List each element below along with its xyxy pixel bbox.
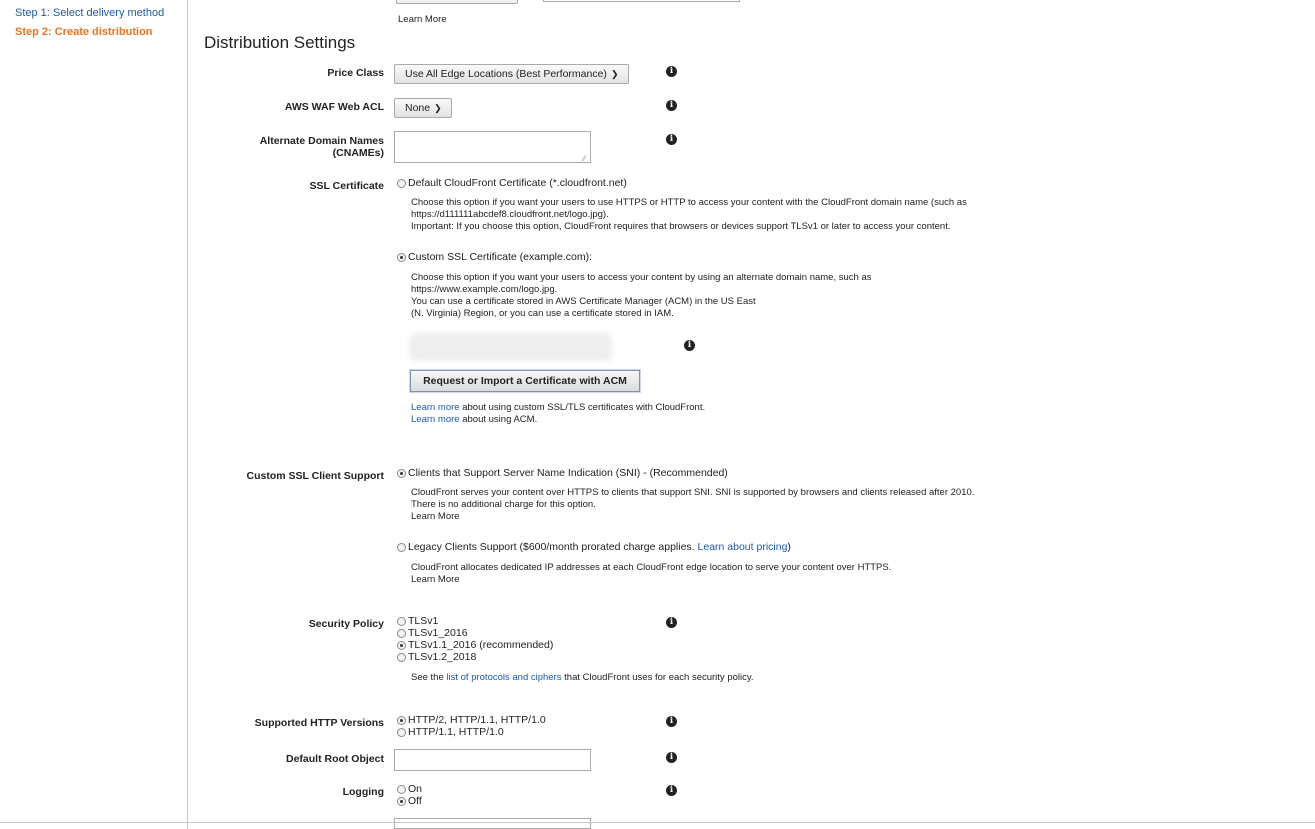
legacy-option-text: Legacy Clients Support ($600/month prorated charge applies. (408, 541, 698, 553)
ssl-default-radio[interactable] (397, 179, 406, 188)
acm-learn-more-link[interactable]: Learn more (411, 414, 460, 425)
ssl-custom-desc-2: https://www.example.com/logo.jpg. (411, 284, 558, 295)
waf-value: None (405, 102, 431, 114)
ssl-custom-desc-4: (N. Virginia) Region, or you can use a certificate stored in IAM. (411, 308, 674, 319)
info-icon[interactable]: i (684, 340, 695, 351)
ssl-custom-desc-1: Choose this option if you want your users to access your content by using an alternate domain name, such as (411, 272, 872, 283)
top-cut-select[interactable] (396, 0, 518, 4)
acm-learn-more-text: about using ACM. (459, 414, 538, 425)
policy-see-line (411, 672, 754, 684)
client-support-label: Custom SSL Client Support (246, 470, 384, 482)
certificate-input-blurred[interactable] (413, 337, 608, 357)
waf-label: AWS WAF Web ACL (284, 101, 384, 113)
legacy-option[interactable] (408, 541, 791, 553)
price-class-select[interactable] (394, 64, 629, 84)
top-cut-input[interactable] (543, 0, 740, 2)
info-icon[interactable]: i (666, 100, 677, 111)
wizard-sidebar (0, 0, 188, 829)
policy-see-pre: See the (411, 672, 447, 683)
policy-radio-tlsv1-1-2016[interactable] (397, 641, 406, 650)
ssl-default-desc-2: https://d111111abcdef8.cloudfront.net/logo.jpg). (411, 209, 609, 220)
top-learn-more-link[interactable]: Learn More (398, 14, 447, 25)
root-object-input[interactable] (394, 749, 591, 771)
http-radio-http11[interactable] (397, 728, 406, 737)
logging-option-off[interactable]: Off (408, 795, 422, 807)
ssl-learn-more-text: about using custom SSL/TLS certificates with CloudFront. (459, 402, 706, 413)
price-class-label: Price Class (327, 67, 384, 79)
info-icon[interactable]: i (666, 716, 677, 727)
logging-radio-off[interactable] (397, 797, 406, 806)
http-option-http11[interactable]: HTTP/1.1, HTTP/1.0 (408, 726, 504, 738)
info-icon[interactable]: i (666, 134, 677, 145)
ssl-custom-desc-3: You can use a certificate stored in AWS Certificate Manager (ACM) in the US East (411, 296, 756, 307)
chevron-down-icon: ❯ (434, 103, 442, 113)
bottom-cut-input[interactable] (394, 818, 591, 829)
root-object-label: Default Root Object (285, 753, 384, 765)
http-versions-label: Supported HTTP Versions (254, 717, 384, 729)
ssl-default-option[interactable]: Default CloudFront Certificate (*.cloudfront.net) (408, 177, 627, 189)
step-2-current: Step 2: Create distribution (15, 26, 153, 38)
logging-option-on[interactable]: On (408, 783, 423, 795)
sni-desc-1: CloudFront serves your content over HTTPS to clients that support SNI. SNI is supported by browsers and clients released after 2010. (411, 487, 975, 498)
sni-learn-more-link[interactable]: Learn More (411, 511, 460, 522)
cnames-label-line2: (CNAMEs) (332, 147, 384, 159)
legacy-learn-more-link[interactable]: Learn More (411, 574, 460, 585)
sni-desc-2: There is no additional charge for this option. (411, 499, 596, 510)
http-option-http2[interactable]: HTTP/2, HTTP/1.1, HTTP/1.0 (408, 714, 546, 726)
ssl-learn-more-link[interactable]: Learn more (411, 402, 460, 413)
logging-label: Logging (342, 786, 384, 798)
info-icon[interactable]: i (666, 785, 677, 796)
request-acm-certificate-button[interactable]: Request or Import a Certificate with ACM (410, 370, 640, 392)
ssl-custom-radio[interactable] (397, 253, 406, 262)
ssl-default-desc-1: Choose this option if you want your users to use HTTPS or HTTP to access your content with the CloudFront domain name (such as (411, 197, 967, 208)
policy-option-tlsv1-2016[interactable]: TLSv1_2016 (408, 627, 468, 639)
ssl-default-desc-3: Important: If you choose this option, CloudFront requires that browsers or devices support TLSv1 or later to access your content. (411, 221, 951, 232)
chevron-down-icon: ❯ (610, 69, 619, 79)
ssl-learn-more-line-1 (411, 402, 705, 414)
info-icon[interactable]: i (666, 752, 677, 763)
cnames-label-line1: Alternate Domain Names (259, 135, 384, 147)
resize-handle-icon[interactable]: ∕∕ (583, 154, 586, 163)
logging-radio-on[interactable] (397, 785, 406, 794)
security-policy-label: Security Policy (308, 618, 384, 630)
info-icon[interactable]: i (666, 66, 677, 77)
legacy-option-close: ) (787, 541, 791, 553)
policy-option-tlsv1-1-2016[interactable]: TLSv1.1_2016 (recommended) (408, 639, 554, 651)
legacy-pricing-link[interactable]: Learn about pricing (697, 541, 788, 553)
policy-option-tlsv1-2-2018[interactable]: TLSv1.2_2018 (408, 651, 477, 663)
policy-radio-tlsv1-2-2018[interactable] (397, 653, 406, 662)
protocols-ciphers-link[interactable]: list of protocols and ciphers (446, 672, 562, 683)
ssl-custom-option[interactable]: Custom SSL Certificate (example.com): (408, 251, 593, 263)
sni-option[interactable]: Clients that Support Server Name Indication (SNI) - (Recommended) (408, 467, 728, 479)
legacy-radio[interactable] (397, 543, 406, 552)
policy-option-tlsv1[interactable]: TLSv1 (408, 615, 439, 627)
sni-radio[interactable] (397, 469, 406, 478)
cnames-textarea[interactable] (394, 131, 591, 163)
acm-learn-more-line (411, 414, 537, 426)
bottom-divider (0, 822, 1315, 823)
ssl-certificate-label: SSL Certificate (309, 180, 384, 192)
policy-radio-tlsv1[interactable] (397, 617, 406, 626)
price-class-value: Use All Edge Locations (Best Performance) (405, 68, 607, 80)
http-radio-http2[interactable] (397, 716, 406, 725)
policy-see-post: that CloudFront uses for each security policy. (561, 672, 754, 683)
legacy-desc: CloudFront allocates dedicated IP addresses at each CloudFront edge location to serve your content over HTTPS. (411, 562, 892, 573)
section-title: Distribution Settings (204, 33, 356, 52)
policy-radio-tlsv1-2016[interactable] (397, 629, 406, 638)
step-1-link[interactable]: Step 1: Select delivery method (15, 7, 165, 19)
info-icon[interactable]: i (666, 617, 677, 628)
waf-select[interactable] (394, 98, 452, 118)
